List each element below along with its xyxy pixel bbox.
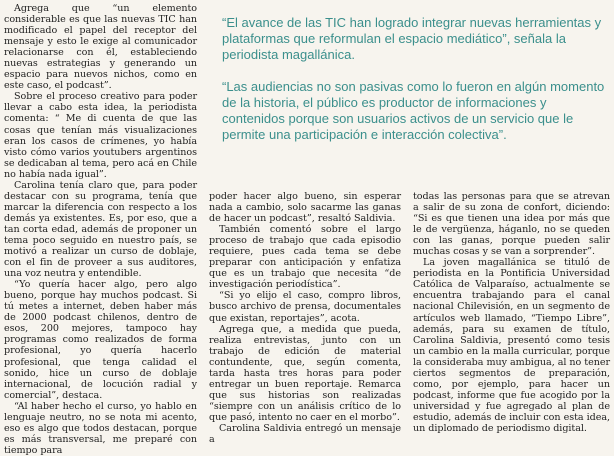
paragraph: Carolina tenía claro que, para poder destacar con su programa, tenía que marcar la diferencia con respecto a los demás ya existentes. Es, por eso, que a tan corta edad, además de proponer un tema poco seguido en nuestro país, se motivó a realizar un curso de doblaje, con el fin de proveer a sus auditores, una voz neutra y entendible. [4, 179, 197, 280]
paragraph: Agrega que, a medida que pueda, realiza entrevistas, junto con un trabajo de edición de material contundente, que, según comenta, tarda hasta tres horas para poder entregar un buen reportaje. Remarca que sus historias son realizadas “siempre con un análisis crítico de lo que pasó, intento no caer en el morbo”. [209, 323, 401, 423]
paragraph: poder hacer algo bueno, sin esperar nada a cambio, solo sacarme las ganas de hacer un podcast”, resaltó Saldivia. [209, 191, 401, 225]
pull-quote-2: “Las audiencias no son pasivas como lo fueron en algún momento de la historia, el público es productor de informaciones y contenidos porque son usuarios activos de un servicio que le permite una participación e interacción colectiva”. [222, 79, 605, 142]
paragraph: Sobre el proceso creativo para poder llevar a cabo esta idea, la periodista comenta: “ Me di cuenta de que las cosas que tenían más visualizaciones eran los casos de crímenes, yo había visto cómo varios youtubers argentinos se dedicaban al tema, pero acá en Chile no había nada igual”. [4, 91, 197, 180]
pull-quotes [222, 15, 608, 159]
paragraph: “Al haber hecho el curso, yo hablo en lenguaje neutro, no se nota mi acento, eso es algo que todos destacan, porque es más transversal, me preparé con tiempo para [4, 400, 197, 456]
paragraph: todas las personas para que se atrevan a salir de su zona de confort, diciendo: “Si es que tienen una idea por más que le de vergüenza, háganlo, no se queden con las ganas, porque pueden salir muchas cosas y se van a sorprender”. [413, 191, 610, 258]
paragraph: Carolina Saldivia entregó un mensaje a [209, 422, 401, 446]
paragraph: “Yo quería hacer algo, pero algo bueno, porque hay muchos podcast. Si tú metes a internet, deben haber más de 2000 podcast chilenos, dentro de esos, 200 mejores, tampoco hay programas como realizados de forma profesional, yo quería hacerlo profesional, que tenga calidad el sonido, hice un curso de doblaje internacional, de locución radial y comercial”, destaca. [4, 279, 197, 401]
article-column-1 [4, 3, 197, 456]
pull-quote-1: “El avance de las TIC han logrado integrar nuevas herramientas y plataformas que reformulan el espacio mediático”, señala la periodista magallánica. [222, 15, 602, 62]
paragraph: Agrega que “un elemento considerable es que las nuevas TIC han modificado el papel del receptor del mensaje y esto le exige al comunicador relacionarse con él, estableciendo nuevas estrategias y generando un espacio para nuevos nichos, como en este caso, el podcast”. [4, 3, 197, 92]
article-column-2 [209, 191, 401, 445]
paragraph: La joven magallánica se tituló de periodista en la Pontificia Universidad Católica de Valparaíso, actualmente se encuentra trabajando para el canal nacional Chilevisión, en un segmento de artículos web llamado, “Tiempo Libre”, además, para su examen de título, Carolina Saldivia, presentó como tesis un cambio en la malla curricular, porque la consideraba muy ambigua, al no tener ciertos segmentos de preparación, como, por ejemplo, para hacer un podcast, informe que fue acogido por la universidad y fue agregado al plan de estudio, además de incluir con esta idea, un diplomado de periodismo digital. [413, 257, 610, 434]
paragraph: “Si yo elijo el caso, compro libros, busco archivo de prensa, documentales que existan, reportajes”, acota. [209, 290, 401, 324]
paragraph: También comentó sobre el largo proceso de trabajo que cada episodio requiere, pues cada tema se debe preparar con anticipación y enfatiza que es un trabajo que necesita “de investigación periodística”. [209, 224, 401, 291]
article-column-3 [413, 191, 610, 434]
